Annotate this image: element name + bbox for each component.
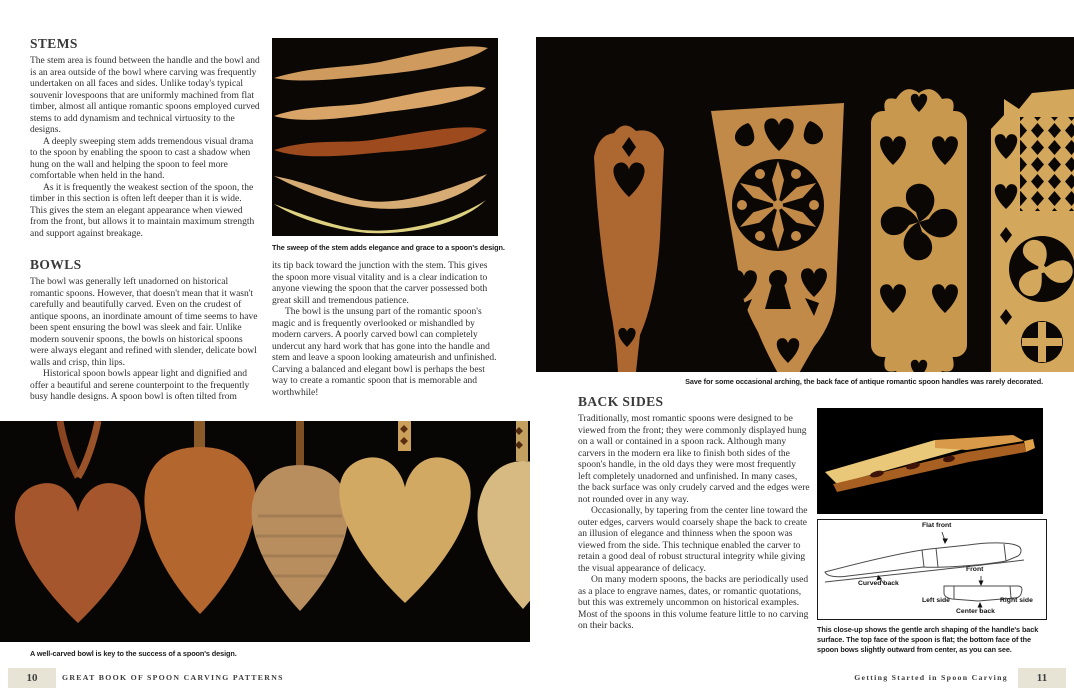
diagram-label-curved-back: Curved back bbox=[858, 580, 899, 587]
diagram-label-right-side: Right side bbox=[1000, 597, 1033, 604]
diagram-label-center-back: Center back bbox=[956, 608, 995, 615]
right-page-number: 11 bbox=[1018, 668, 1066, 688]
bowls-paragraph: Historical spoon bowls appear light and dignified and offer a beautiful and serene counterpoint to the frequently busy handle designs. A spoon bowl is often tilted from bbox=[30, 369, 250, 402]
back-sides-paragraph: Traditionally, most romantic spoons were designed to be viewed from the front; they were commonly displayed hung on a wall or contained in a spoon rack. Although many carvers in the modern era like to finish both sides of the spoon's handle, in the old days they were most frequently left completely unadorned and unfinished. In many cases, the back surface was only crudely carved and the edges were not rounded over in any way. bbox=[578, 414, 810, 505]
left-footer-title: GREAT BOOK OF SPOON CARVING PATTERNS bbox=[62, 673, 284, 682]
handle-closeup-photo bbox=[817, 408, 1043, 514]
bowls-paragraph: its tip back toward the junction with the stem. This gives the spoon more visual vitality and is a clear indication to anyone viewing the spoon that the carver possessed both great skill and tremendous patience. bbox=[272, 261, 488, 306]
bowls-continued-text bbox=[272, 261, 500, 399]
diagram-caption: This close-up shows the gentle arch shaping of the handle's back surface. The top face of the spoon is flat; the bottom face of the spoon bows slightly outward from center, as you can see. bbox=[817, 625, 1039, 654]
diagram-label-flat-front: Flat front bbox=[922, 522, 952, 529]
back-sides-paragraph: Occasionally, by tapering from the center line toward the outer edges, carvers would coarsely shape the back to create an illusion of elegance and thinness when the spoon was viewed from the side. This technique enabled the carver to retain a good deal of robust structural integrity while giving the visual appearance of delicacy. bbox=[578, 506, 808, 574]
left-page-number: 10 bbox=[8, 668, 56, 688]
back-sides-paragraph: On many modern spoons, the backs are periodically used as a place to engrave names, dates, or romantic quotations, but this was extremely uncommon on historical examples. Most of the spoons in this volume feature little to no carving on their backs. bbox=[578, 575, 809, 631]
bowls-section bbox=[30, 257, 260, 404]
back-sides-section bbox=[578, 394, 810, 633]
bowl-shapes-photo bbox=[0, 421, 530, 642]
stems-heading: STEMS bbox=[30, 36, 78, 51]
stem-profiles-illustration bbox=[272, 38, 498, 236]
right-footer-title: Getting Started in Spoon Carving bbox=[854, 673, 1008, 682]
stems-paragraph: A deeply sweeping stem adds tremendous visual drama to the spoon by enabling the spoon to cast a shadow when hung on the wall and helping the spoon to feel more comfortable when held in the hand. bbox=[30, 136, 254, 181]
diagram-label-front: Front bbox=[966, 566, 984, 573]
handle-shaping-diagram bbox=[817, 519, 1047, 620]
stem-profiles-photo bbox=[272, 38, 498, 236]
handle-backs-caption: Save for some occasional arching, the back face of antique romantic spoon handles was rarely decorated. bbox=[685, 377, 1043, 386]
bowl-shapes-illustration bbox=[0, 421, 530, 642]
bowl-photo-caption: A well-carved bowl is key to the success of a spoon's design. bbox=[30, 649, 237, 658]
stems-paragraph: The stem area is found between the handle and the bowl and is an area outside of the bowl where carving was frequently undertaken on all faces and sides. Unlike today's typical souvenir lovespoons that are uniformly machined from flat timber, almost all antique romantic spoons employed curved stems to add dynamism and technical virtuosity to the designs. bbox=[30, 56, 260, 135]
bowls-paragraph: The bowl was generally left unadorned on historical romantic spoons. However, that doesn't mean that it wasn't carefully and beautifully carved. Even on the crudest of antique spoons, an inordinate amount of time seems to have been spent ensuring the bowl was sleek and fair. Unlike modern souvenir spoons, the bowls on historical spoons were always elegant and refined with slender, delicate bowl walls and crisp, thin lips. bbox=[30, 277, 258, 368]
stems-paragraph: As it is frequently the weakest section of the spoon, the timber in this section is often left deeper than it is wide. This gives the stem an elegant appearance when viewed from the front, but allows it to maintain maximum strength and support against breakage. bbox=[30, 182, 255, 239]
diagram-drawing bbox=[818, 520, 1046, 619]
diagram-label-left-side: Left side bbox=[922, 597, 950, 604]
stems-section bbox=[30, 36, 260, 240]
back-sides-heading: BACK SIDES bbox=[578, 394, 664, 409]
handle-backs-illustration bbox=[536, 37, 1074, 372]
bowls-paragraph: The bowl is the unsung part of the romantic spoon's magic and is frequently overlooked or mishandled by modern carvers. A poorly carved bowl can completely undercut any hard work that has gone into the handle and stem and leave a spoon looking amateurish and unfinished. Carving a balanced and elegant bowl is perhaps the best way to create a romantic spoon that is memorable and worthwhile! bbox=[272, 307, 497, 398]
handle-backs-photo bbox=[536, 37, 1074, 372]
stem-photo-caption: The sweep of the stem adds elegance and grace to a spoon's design. bbox=[272, 243, 505, 252]
handle-closeup-illustration bbox=[817, 408, 1043, 514]
bowls-heading: BOWLS bbox=[30, 257, 82, 272]
